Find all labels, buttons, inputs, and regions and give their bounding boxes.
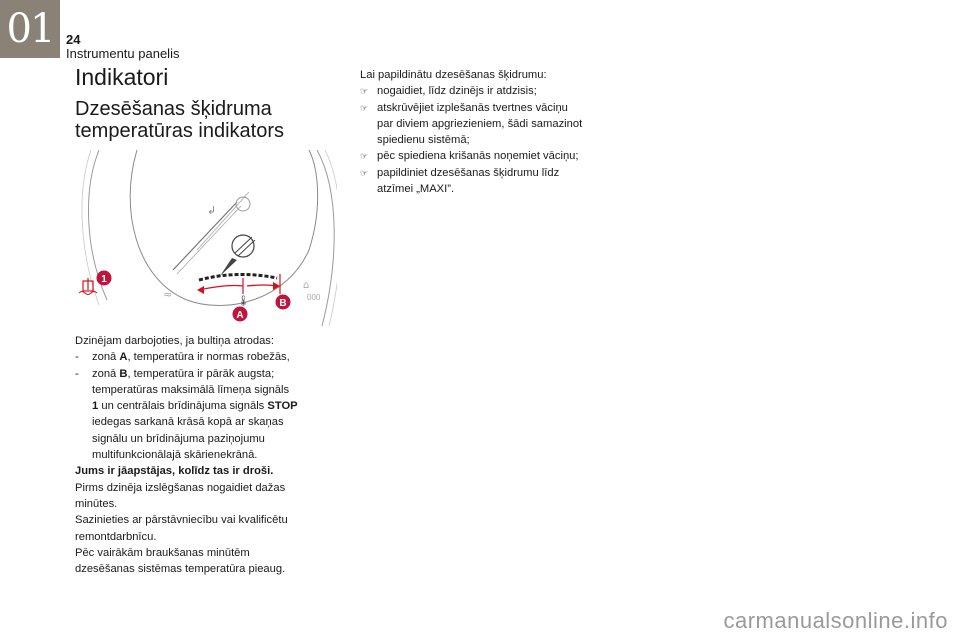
pointing-hand-icon: ☞ [360, 167, 369, 178]
chapter-tab [0, 0, 60, 58]
gauge-needle [173, 202, 237, 270]
zone-a-arc [199, 286, 243, 291]
oil-icon: ≈ [163, 288, 173, 301]
chapter-number: 01 [6, 6, 54, 52]
intro-text: Dzinējam darbojoties, ja bultiņa atrodas: [75, 335, 274, 347]
zone-b-arc [247, 285, 277, 286]
step-item: ☞ pēc spiediena krišanās noņemiet vāciņu; [360, 148, 625, 164]
fuel-icon: ⌂ [303, 280, 310, 291]
left-text-column: Dzinējam darbojoties, ja bultiņa atrodas: - zonā A, temperatūra ir normas robežās, - zonā B, temperatūra ir pārāk augsta; temperatūras maksimālā līmeņa signāls 1 un centrālais brīdinājuma signāls STOP iedegas sarkanā krāsā kopā ar skaņas signālu un brīdinājuma paziņojumu multifunkcionālajā skārienekrānā. Jums ir jāapstājas, kolīdz tas ir droši. Pirms dzinēja izslēgšanas nogaidiet dažas minūtes. Sazinieties ar pārstāvniecību vai kvalificētu remontdarbnīcu. Pēc vairākām braukšanas minūtēm dzesēšanas sistēmas temperatūra pieaug. [75, 333, 335, 577]
gauge-min-label: 000 [307, 293, 321, 302]
section-title: Instrumentu panelis [66, 46, 180, 61]
page-number: 24 [66, 32, 81, 47]
center-dial-arc [130, 150, 317, 306]
callout-b: B [279, 298, 287, 309]
brand-emblem: ↲ [207, 204, 217, 217]
thermometer-icon: 🌡 [237, 296, 250, 307]
step-item: ☞ nogaidiet, līdz dzinējs ir atdzisis; [360, 83, 625, 99]
callout-1: 1 [101, 274, 107, 285]
gauge-scale [199, 274, 277, 280]
callout-a: A [236, 310, 244, 321]
pointing-hand-icon: ☞ [360, 102, 369, 113]
list-marker: - [75, 351, 79, 364]
step-item: ☞ papildiniet dzesēšanas šķidrumu līdz [360, 165, 625, 181]
list-item-zone-b: - zonā B, temperatūra ir pārāk augsta; [75, 366, 335, 382]
list-marker: - [75, 367, 79, 380]
list-item-zone-a: - zonā A, temperatūra ir normas robežās, [75, 349, 335, 365]
refill-intro: Lai papildinātu dzesēšanas šķidrumu: [360, 69, 547, 81]
step-item: ☞ atskrūvējiet izplešanās tvertnes vāciņu [360, 100, 625, 116]
section-subheading [75, 98, 345, 142]
pointing-hand-icon: ☞ [360, 151, 369, 162]
subheading-line-1: Dzesēšanas šķidruma [75, 98, 272, 120]
page-heading: Indikatori [75, 64, 169, 90]
subheading-line-2: temperatūras indikators [75, 120, 284, 142]
pointing-hand-icon: ☞ [360, 86, 369, 97]
coolant-gauge-illustration [77, 150, 337, 326]
right-text-column: Lai papildinātu dzesēšanas šķidrumu: ☞ nogaidiet, līdz dzinējs ir atdzisis; ☞ atskrūvējiet izplešanās tvertnes vāciņu par diviem apgriezieniem, šādi samazinot spiedienu sistēmā; ☞ pēc spiediena krišanās noņemiet vāciņu; ☞ papildiniet dzesēšanas šķidrumu līdz atzīmei „MAXI”. [360, 67, 625, 197]
site-watermark: carmanualsonline.info [723, 608, 948, 633]
warning-text: Jums ir jāapstājas, kolīdz tas ir droši. [75, 465, 274, 478]
